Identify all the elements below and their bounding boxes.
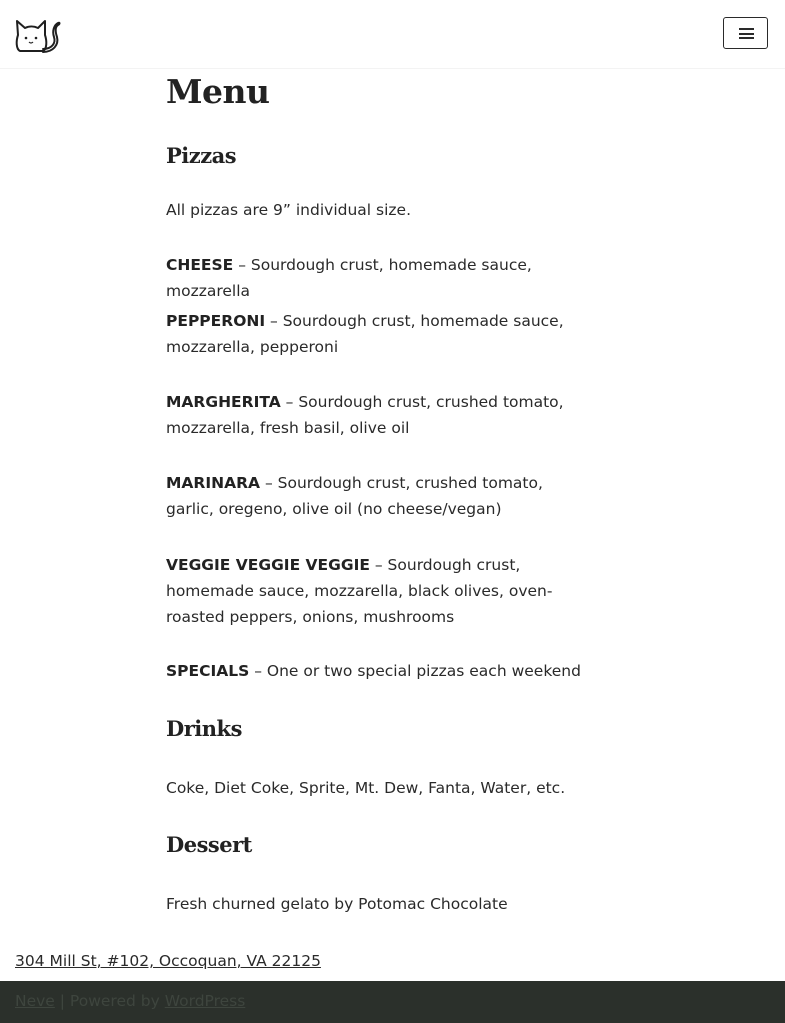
drinks-list: Coke, Diet Coke, Sprite, Mt. Dew, Fanta, Water, etc.	[166, 779, 566, 797]
drinks-heading: Drinks	[166, 716, 242, 741]
menu-item-desc: – Sourdough crust, crushed tomato, garlic, oregeno, olive oil (no cheese/vegan)	[166, 474, 543, 518]
menu-toggle-button[interactable]	[723, 17, 768, 49]
menu-item-cheese	[166, 252, 596, 304]
dessert-text: Fresh churned gelato by Potomac Chocolate	[166, 895, 508, 913]
site-header	[0, 0, 785, 69]
menu-item-margherita	[166, 389, 576, 441]
hamburger-icon	[739, 28, 754, 39]
menu-item-name: PEPPERONI	[166, 312, 266, 330]
menu-item-name: MARGHERITA	[166, 393, 281, 411]
pizza-size-note: All pizzas are 9” individual size.	[166, 201, 412, 219]
page-title: Menu	[166, 72, 270, 111]
menu-item-name: VEGGIE VEGGIE VEGGIE	[166, 556, 370, 574]
menu-item-name: SPECIALS	[166, 662, 250, 680]
menu-item-name: MARINARA	[166, 474, 261, 492]
menu-item-marinara	[166, 470, 586, 522]
pizzas-heading: Pizzas	[166, 143, 237, 168]
address-link[interactable]: 304 Mill St, #102, Occoquan, VA 22125	[15, 952, 321, 970]
cat-logo-icon[interactable]	[14, 15, 62, 55]
menu-item-pepperoni	[166, 308, 576, 360]
menu-item-specials	[166, 658, 596, 684]
menu-item-veggie	[166, 552, 591, 630]
neve-theme-link[interactable]: Neve	[15, 992, 55, 1010]
menu-item-desc: – Sourdough crust, homemade sauce, mozzarella	[166, 256, 532, 300]
site-footer	[0, 981, 785, 1023]
menu-item-desc: – One or two special pizzas each weekend	[249, 662, 581, 680]
powered-by-text: | Powered by	[54, 992, 165, 1010]
menu-item-desc: – Sourdough crust, crushed tomato, mozzarella, fresh basil, olive oil	[166, 393, 564, 437]
dessert-heading: Dessert	[166, 832, 252, 857]
menu-item-desc: – Sourdough crust, homemade sauce, mozzarella, black olives, oven-roasted peppers, onions, mushrooms	[166, 556, 553, 626]
wordpress-link[interactable]: WordPress	[164, 992, 246, 1010]
footer-credit	[15, 992, 245, 1010]
menu-item-name: CHEESE	[166, 256, 234, 274]
menu-item-desc: – Sourdough crust, homemade sauce, mozzarella, pepperoni	[166, 312, 564, 356]
